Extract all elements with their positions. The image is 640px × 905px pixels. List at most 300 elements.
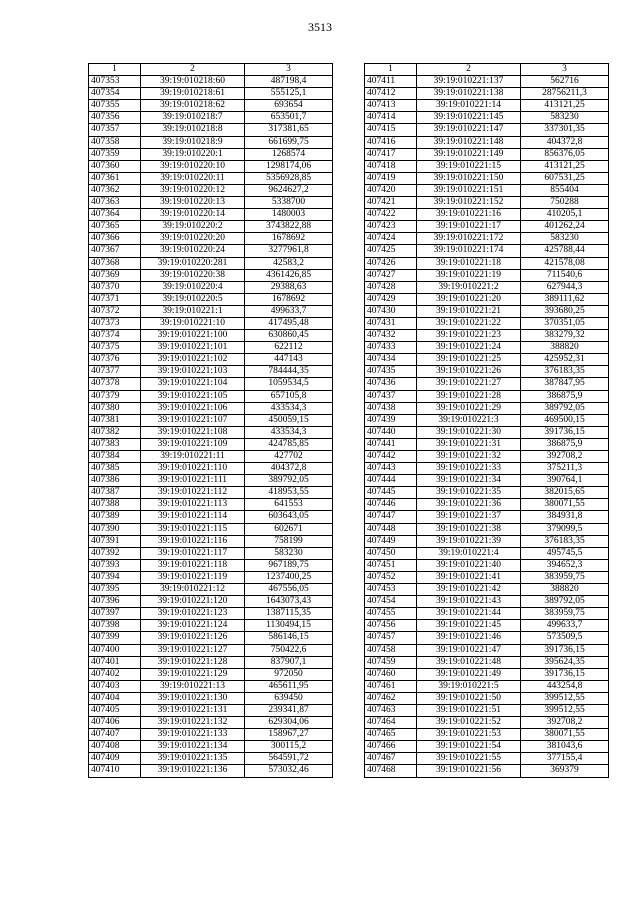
cadastral-number-cell: 39:19:010221:128 — [141, 656, 245, 668]
row-number-cell: 407440 — [365, 426, 417, 438]
row-number-cell: 407412 — [365, 88, 417, 100]
table-row — [89, 221, 333, 233]
row-number-cell: 407433 — [365, 342, 417, 354]
value-cell: 376183,35 — [521, 366, 609, 378]
cadastral-number-cell: 39:19:010221:21 — [417, 305, 521, 317]
row-number-cell: 407414 — [365, 112, 417, 124]
table-row — [365, 124, 609, 136]
value-cell: 383959,75 — [521, 571, 609, 583]
cadastral-number-cell: 39:19:010221:25 — [417, 354, 521, 366]
row-number-cell: 407468 — [365, 765, 417, 777]
value-cell: 499633,7 — [521, 620, 609, 632]
cadastral-number-cell: 39:19:010221:11 — [141, 451, 245, 463]
row-number-cell: 407462 — [365, 692, 417, 704]
cadastral-number-cell: 39:19:010221:33 — [417, 463, 521, 475]
value-cell: 711540,6 — [521, 269, 609, 281]
table-row — [365, 499, 609, 511]
table-body-right — [365, 76, 609, 777]
value-cell: 1130494,15 — [245, 620, 333, 632]
table-row — [365, 644, 609, 656]
table-row — [365, 451, 609, 463]
value-cell: 1678692 — [245, 293, 333, 305]
table-row — [365, 523, 609, 535]
row-number-cell: 407452 — [365, 571, 417, 583]
cadastral-number-cell: 39:19:010221:49 — [417, 668, 521, 680]
cadastral-number-cell: 39:19:010221:50 — [417, 692, 521, 704]
cadastral-number-cell: 39:19:010221:126 — [141, 632, 245, 644]
row-number-cell: 407407 — [89, 729, 141, 741]
row-number-cell: 407413 — [365, 100, 417, 112]
row-number-cell: 407371 — [89, 293, 141, 305]
value-cell: 388820 — [521, 342, 609, 354]
value-cell: 1298174,06 — [245, 160, 333, 172]
value-cell: 750288 — [521, 197, 609, 209]
cadastral-number-cell: 39:19:010221:28 — [417, 390, 521, 402]
row-number-cell: 407378 — [89, 378, 141, 390]
table-row — [89, 233, 333, 245]
table-row — [365, 668, 609, 680]
value-cell: 425788,44 — [521, 245, 609, 257]
row-number-cell: 407399 — [89, 632, 141, 644]
table-row — [365, 584, 609, 596]
table-row — [365, 717, 609, 729]
table-row — [89, 487, 333, 499]
row-number-cell: 407411 — [365, 76, 417, 88]
row-number-cell: 407374 — [89, 330, 141, 342]
table-row — [89, 499, 333, 511]
value-cell: 413121,25 — [521, 100, 609, 112]
table-row — [89, 729, 333, 741]
table-row — [89, 281, 333, 293]
cadastral-number-cell: 39:19:010218:62 — [141, 100, 245, 112]
value-cell: 750422,6 — [245, 644, 333, 656]
value-cell: 380071,55 — [521, 729, 609, 741]
row-number-cell: 407402 — [89, 668, 141, 680]
table-row — [89, 342, 333, 354]
value-cell: 837907,1 — [245, 656, 333, 668]
table-row — [365, 269, 609, 281]
table-row — [89, 438, 333, 450]
cadastral-number-cell: 39:19:010221:39 — [417, 535, 521, 547]
value-cell: 629304,06 — [245, 717, 333, 729]
row-number-cell: 407453 — [365, 584, 417, 596]
value-cell: 418953,55 — [245, 487, 333, 499]
value-cell: 5338700 — [245, 197, 333, 209]
table-row — [89, 571, 333, 583]
value-cell: 391736,15 — [521, 668, 609, 680]
cadastral-number-cell: 39:19:010221:104 — [141, 378, 245, 390]
value-cell: 433534,3 — [245, 426, 333, 438]
cadastral-number-cell: 39:19:010221:40 — [417, 559, 521, 571]
cadastral-number-cell: 39:19:010221:133 — [141, 729, 245, 741]
value-cell: 337301,35 — [521, 124, 609, 136]
value-cell: 387847,95 — [521, 378, 609, 390]
cadastral-number-cell: 39:19:010221:4 — [417, 547, 521, 559]
cadastral-number-cell: 39:19:010220:20 — [141, 233, 245, 245]
row-number-cell: 407387 — [89, 487, 141, 499]
cadastral-number-cell: 39:19:010221:105 — [141, 390, 245, 402]
cadastral-number-cell: 39:19:010221:134 — [141, 741, 245, 753]
value-cell: 394652,3 — [521, 559, 609, 571]
row-number-cell: 407455 — [365, 608, 417, 620]
row-number-cell: 407436 — [365, 378, 417, 390]
cadastral-number-cell: 39:19:010220:14 — [141, 209, 245, 221]
row-number-cell: 407448 — [365, 523, 417, 535]
cadastral-number-cell: 39:19:010221:138 — [417, 88, 521, 100]
row-number-cell: 407403 — [89, 680, 141, 692]
value-cell: 603643,05 — [245, 511, 333, 523]
value-cell: 9624627,2 — [245, 184, 333, 196]
value-cell: 300115,2 — [245, 741, 333, 753]
cadastral-number-cell: 39:19:010221:106 — [141, 402, 245, 414]
value-cell: 1480003 — [245, 209, 333, 221]
table-row — [365, 729, 609, 741]
value-cell: 383279,32 — [521, 330, 609, 342]
row-number-cell: 407431 — [365, 317, 417, 329]
value-cell: 5356928,85 — [245, 172, 333, 184]
cadastral-number-cell: 39:19:010218:9 — [141, 136, 245, 148]
cadastral-number-cell: 39:19:010221:152 — [417, 197, 521, 209]
value-cell: 467556,05 — [245, 584, 333, 596]
row-number-cell: 407356 — [89, 112, 141, 124]
value-cell: 661699,75 — [245, 136, 333, 148]
row-number-cell: 407432 — [365, 330, 417, 342]
value-cell: 1387115,35 — [245, 608, 333, 620]
table-row — [365, 704, 609, 716]
row-number-cell: 407430 — [365, 305, 417, 317]
table-row — [365, 680, 609, 692]
row-number-cell: 407416 — [365, 136, 417, 148]
cadastral-number-cell: 39:19:010221:13 — [141, 680, 245, 692]
table-row — [89, 160, 333, 172]
cadastral-number-cell: 39:19:010221:34 — [417, 475, 521, 487]
value-cell: 622112 — [245, 342, 333, 354]
value-cell: 382015,65 — [521, 487, 609, 499]
table-row — [89, 112, 333, 124]
table-row — [89, 741, 333, 753]
value-cell: 967189,75 — [245, 559, 333, 571]
row-number-cell: 407417 — [365, 148, 417, 160]
row-number-cell: 407456 — [365, 620, 417, 632]
table-row — [89, 765, 333, 777]
table-row — [89, 632, 333, 644]
value-cell: 317381,65 — [245, 124, 333, 136]
value-cell: 3743822,88 — [245, 221, 333, 233]
row-number-cell: 407457 — [365, 632, 417, 644]
cadastral-number-cell: 39:19:010221:120 — [141, 596, 245, 608]
table-row — [365, 233, 609, 245]
table-row — [365, 209, 609, 221]
value-cell: 28756211,3 — [521, 88, 609, 100]
table-row — [365, 475, 609, 487]
table-row — [89, 317, 333, 329]
value-cell: 413121,25 — [521, 160, 609, 172]
table-row — [365, 426, 609, 438]
cadastral-number-cell: 39:19:010221:151 — [417, 184, 521, 196]
table-row — [365, 741, 609, 753]
row-number-cell: 407460 — [365, 668, 417, 680]
row-number-cell: 407405 — [89, 704, 141, 716]
value-cell: 1059534,5 — [245, 378, 333, 390]
cadastral-number-cell: 39:19:010221:38 — [417, 523, 521, 535]
table-row — [365, 438, 609, 450]
row-number-cell: 407367 — [89, 245, 141, 257]
cadastral-number-cell: 39:19:010220:2 — [141, 221, 245, 233]
table-row — [89, 100, 333, 112]
cadastral-number-cell: 39:19:010221:17 — [417, 221, 521, 233]
value-cell: 425952,31 — [521, 354, 609, 366]
data-table-right — [364, 63, 609, 778]
cadastral-number-cell: 39:19:010221:115 — [141, 523, 245, 535]
row-number-cell: 407428 — [365, 281, 417, 293]
table-row — [365, 342, 609, 354]
cadastral-number-cell: 39:19:010221:137 — [417, 76, 521, 88]
table-row — [89, 88, 333, 100]
table-row — [89, 753, 333, 765]
row-number-cell: 407446 — [365, 499, 417, 511]
row-number-cell: 407418 — [365, 160, 417, 172]
cadastral-number-cell: 39:19:010221:54 — [417, 741, 521, 753]
column-header: 2 — [141, 64, 245, 76]
table-row — [89, 680, 333, 692]
table-row — [365, 281, 609, 293]
table-row — [365, 317, 609, 329]
row-number-cell: 407372 — [89, 305, 141, 317]
row-number-cell: 407427 — [365, 269, 417, 281]
table-row — [365, 596, 609, 608]
row-number-cell: 407443 — [365, 463, 417, 475]
cadastral-number-cell: 39:19:010221:23 — [417, 330, 521, 342]
cadastral-number-cell: 39:19:010221:45 — [417, 620, 521, 632]
cadastral-number-cell: 39:19:010221:35 — [417, 487, 521, 499]
page-number: 3513 — [308, 20, 332, 34]
cadastral-number-cell: 39:19:010218:60 — [141, 76, 245, 88]
table-row — [89, 547, 333, 559]
row-number-cell: 407388 — [89, 499, 141, 511]
cadastral-number-cell: 39:19:010221:102 — [141, 354, 245, 366]
row-number-cell: 407434 — [365, 354, 417, 366]
cadastral-number-cell: 39:19:010221:145 — [417, 112, 521, 124]
row-number-cell: 407398 — [89, 620, 141, 632]
cadastral-number-cell: 39:19:010221:31 — [417, 438, 521, 450]
table-row — [89, 463, 333, 475]
value-cell: 583230 — [521, 233, 609, 245]
value-cell: 657105,8 — [245, 390, 333, 402]
row-number-cell: 407424 — [365, 233, 417, 245]
value-cell: 855404 — [521, 184, 609, 196]
value-cell: 395624,35 — [521, 656, 609, 668]
value-cell: 784444,35 — [245, 366, 333, 378]
table-row — [365, 172, 609, 184]
table-row — [89, 535, 333, 547]
cadastral-number-cell: 39:19:010221:32 — [417, 451, 521, 463]
row-number-cell: 407464 — [365, 717, 417, 729]
cadastral-number-cell: 39:19:010221:44 — [417, 608, 521, 620]
table-row — [89, 245, 333, 257]
cadastral-number-cell: 39:19:010221:135 — [141, 753, 245, 765]
row-number-cell: 407393 — [89, 559, 141, 571]
value-cell: 417495,48 — [245, 317, 333, 329]
table-row — [89, 197, 333, 209]
row-number-cell: 407365 — [89, 221, 141, 233]
cadastral-number-cell: 39:19:010221:2 — [417, 281, 521, 293]
cadastral-number-cell: 39:19:010221:103 — [141, 366, 245, 378]
table-row — [365, 378, 609, 390]
value-cell: 564591,72 — [245, 753, 333, 765]
value-cell: 386875,9 — [521, 438, 609, 450]
cadastral-number-cell: 39:19:010221:108 — [141, 426, 245, 438]
value-cell: 370351,05 — [521, 317, 609, 329]
value-cell: 573032,46 — [245, 765, 333, 777]
table-row — [89, 584, 333, 596]
value-cell: 369379 — [521, 765, 609, 777]
table-row — [89, 184, 333, 196]
cadastral-number-cell: 39:19:010221:46 — [417, 632, 521, 644]
row-number-cell: 407363 — [89, 197, 141, 209]
row-number-cell: 407426 — [365, 257, 417, 269]
table-row — [365, 402, 609, 414]
cadastral-number-cell: 39:19:010221:41 — [417, 571, 521, 583]
value-cell: 469500,15 — [521, 414, 609, 426]
value-cell: 386875,9 — [521, 390, 609, 402]
cadastral-number-cell: 39:19:010221:124 — [141, 620, 245, 632]
row-number-cell: 407376 — [89, 354, 141, 366]
cadastral-number-cell: 39:19:010221:1 — [141, 305, 245, 317]
row-number-cell: 407359 — [89, 148, 141, 160]
table-row — [89, 620, 333, 632]
table-row — [365, 136, 609, 148]
row-number-cell: 407384 — [89, 451, 141, 463]
value-cell: 627944,3 — [521, 281, 609, 293]
value-cell: 495745,5 — [521, 547, 609, 559]
value-cell: 573509,5 — [521, 632, 609, 644]
column-header: 1 — [365, 64, 417, 76]
value-cell: 427702 — [245, 451, 333, 463]
table-row — [89, 668, 333, 680]
row-number-cell: 407361 — [89, 172, 141, 184]
table-row — [89, 451, 333, 463]
row-number-cell: 407409 — [89, 753, 141, 765]
cadastral-number-cell: 39:19:010221:51 — [417, 704, 521, 716]
cadastral-number-cell: 39:19:010221:10 — [141, 317, 245, 329]
row-number-cell: 407391 — [89, 535, 141, 547]
value-cell: 383959,75 — [521, 608, 609, 620]
data-table-left — [88, 63, 333, 778]
table-row — [365, 221, 609, 233]
table-row — [365, 330, 609, 342]
table-row — [365, 692, 609, 704]
value-cell: 1678692 — [245, 233, 333, 245]
value-cell: 586146,15 — [245, 632, 333, 644]
value-cell: 42583,2 — [245, 257, 333, 269]
cadastral-number-cell: 39:19:010221:100 — [141, 330, 245, 342]
row-number-cell: 407395 — [89, 584, 141, 596]
cadastral-number-cell: 39:19:010221:101 — [141, 342, 245, 354]
value-cell: 972050 — [245, 668, 333, 680]
cadastral-number-cell: 39:19:010220:5 — [141, 293, 245, 305]
cadastral-number-cell: 39:19:010221:15 — [417, 160, 521, 172]
row-number-cell: 407435 — [365, 366, 417, 378]
row-number-cell: 407353 — [89, 76, 141, 88]
cadastral-number-cell: 39:19:010220:1 — [141, 148, 245, 160]
value-cell: 602671 — [245, 523, 333, 535]
cadastral-number-cell: 39:19:010221:37 — [417, 511, 521, 523]
row-number-cell: 407450 — [365, 547, 417, 559]
row-number-cell: 407396 — [89, 596, 141, 608]
table-row — [365, 184, 609, 196]
table-row — [365, 547, 609, 559]
table-row — [365, 76, 609, 88]
value-cell: 583230 — [521, 112, 609, 124]
cadastral-number-cell: 39:19:010221:130 — [141, 692, 245, 704]
value-cell: 391736,15 — [521, 426, 609, 438]
table-row — [365, 487, 609, 499]
cadastral-number-cell: 39:19:010221:55 — [417, 753, 521, 765]
cadastral-number-cell: 39:19:010221:26 — [417, 366, 521, 378]
row-number-cell: 407370 — [89, 281, 141, 293]
cadastral-number-cell: 39:19:010221:123 — [141, 608, 245, 620]
row-number-cell: 407380 — [89, 402, 141, 414]
cadastral-number-cell: 39:19:010220:13 — [141, 197, 245, 209]
cadastral-number-cell: 39:19:010221:109 — [141, 438, 245, 450]
cadastral-number-cell: 39:19:010221:174 — [417, 245, 521, 257]
value-cell: 392708,2 — [521, 717, 609, 729]
row-number-cell: 407458 — [365, 644, 417, 656]
table-row — [89, 511, 333, 523]
table-row — [89, 172, 333, 184]
cadastral-number-cell: 39:19:010221:5 — [417, 680, 521, 692]
table-row — [365, 112, 609, 124]
value-cell: 399512,55 — [521, 704, 609, 716]
value-cell: 389111,62 — [521, 293, 609, 305]
value-cell: 641553 — [245, 499, 333, 511]
table-row — [89, 293, 333, 305]
row-number-cell: 407368 — [89, 257, 141, 269]
cadastral-number-cell: 39:19:010221:24 — [417, 342, 521, 354]
table-row — [365, 245, 609, 257]
value-cell: 433534,3 — [245, 402, 333, 414]
value-cell: 380071,55 — [521, 499, 609, 511]
row-number-cell: 407373 — [89, 317, 141, 329]
cadastral-number-cell: 39:19:010221:172 — [417, 233, 521, 245]
value-cell: 404372,8 — [521, 136, 609, 148]
table-row — [365, 753, 609, 765]
row-number-cell: 407425 — [365, 245, 417, 257]
row-number-cell: 407404 — [89, 692, 141, 704]
value-cell: 583230 — [245, 547, 333, 559]
table-row — [89, 354, 333, 366]
table-row — [365, 511, 609, 523]
value-cell: 856376,05 — [521, 148, 609, 160]
cadastral-number-cell: 39:19:010221:12 — [141, 584, 245, 596]
row-number-cell: 407375 — [89, 342, 141, 354]
table-row — [89, 269, 333, 281]
cadastral-number-cell: 39:19:010221:148 — [417, 136, 521, 148]
row-number-cell: 407401 — [89, 656, 141, 668]
table-row — [89, 366, 333, 378]
table-row — [365, 366, 609, 378]
table-row — [365, 160, 609, 172]
row-number-cell: 407355 — [89, 100, 141, 112]
row-number-cell: 407454 — [365, 596, 417, 608]
row-number-cell: 407442 — [365, 451, 417, 463]
row-number-cell: 407389 — [89, 511, 141, 523]
value-cell: 450059,15 — [245, 414, 333, 426]
cadastral-number-cell: 39:19:010221:30 — [417, 426, 521, 438]
table-row — [365, 656, 609, 668]
row-number-cell: 407467 — [365, 753, 417, 765]
cadastral-number-cell: 39:19:010221:131 — [141, 704, 245, 716]
